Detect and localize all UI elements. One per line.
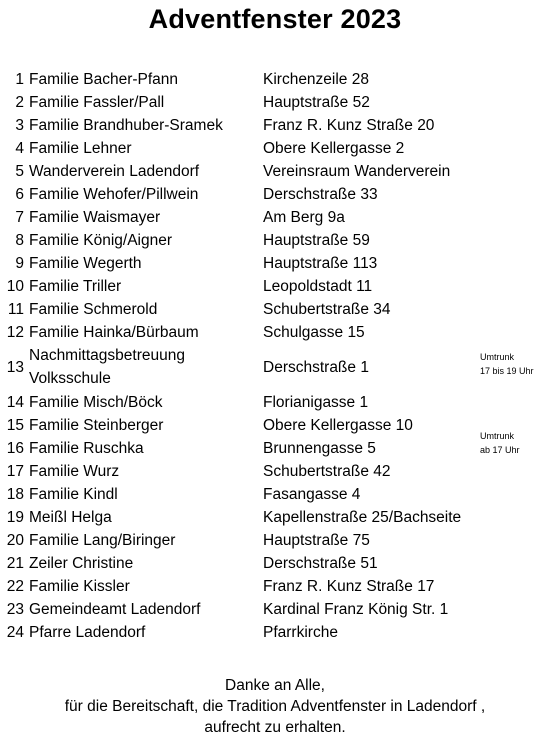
entry-number: 19	[6, 509, 24, 526]
list-item	[0, 483, 550, 506]
list-item	[0, 183, 550, 206]
host-name: Familie Wehofer/Pillwein	[29, 186, 199, 203]
host-name: Familie Lang/Biringer	[29, 532, 176, 549]
list-item	[0, 91, 550, 114]
host-name: Familie Brandhuber-Sramek	[29, 117, 223, 134]
entry-number: 10	[6, 278, 24, 295]
address: Vereinsraum Wanderverein	[263, 163, 451, 180]
address: Pfarrkirche	[263, 624, 338, 641]
host-name: Familie Fassler/Pall	[29, 94, 165, 111]
address: Leopoldstadt 11	[263, 278, 373, 295]
entry-number: 7	[15, 209, 24, 226]
list-item	[0, 414, 550, 437]
host-name	[29, 344, 185, 390]
list-item	[0, 598, 550, 621]
host-name: Familie Lehner	[29, 140, 132, 157]
list-item	[0, 431, 550, 460]
list-item	[0, 460, 550, 483]
event-note	[480, 429, 520, 457]
entry-number: 17	[6, 463, 24, 480]
entry-number: 5	[15, 163, 24, 180]
host-name: Familie Kindl	[29, 486, 118, 503]
footer-line: für die Bereitschaft, die Tradition Adventfenster in Ladendorf ,	[64, 698, 486, 715]
host-name-line: Nachmittagsbetreuung	[29, 347, 185, 364]
list-item	[0, 391, 550, 414]
event-note-line: 17 bis 19 Uhr	[480, 366, 534, 376]
host-name: Familie Bacher-Pfann	[29, 71, 179, 88]
footer-line: aufrecht zu erhalten.	[204, 719, 346, 736]
entry-number: 12	[6, 324, 24, 341]
host-name: Familie Steinberger	[29, 417, 164, 434]
event-note-line: Umtrunk	[480, 352, 515, 362]
entry-number: 16	[6, 440, 24, 457]
host-name: Familie Triller	[29, 278, 122, 295]
address: Derschstraße 51	[263, 555, 378, 572]
host-name: Zeiler Christine	[29, 555, 134, 572]
address: Brunnengasse 5	[263, 440, 376, 457]
host-name: Gemeindeamt Ladendorf	[29, 601, 201, 618]
host-name: Familie Waismayer	[29, 209, 161, 226]
entry-number: 6	[15, 186, 24, 203]
list-item	[0, 137, 550, 160]
address: Hauptstraße 59	[263, 232, 370, 249]
address: Kirchenzeile 28	[263, 71, 369, 88]
thank-you-note	[0, 675, 550, 738]
list-item	[0, 298, 550, 321]
entry-number: 14	[6, 394, 24, 411]
list-item	[0, 529, 550, 552]
address: Kapellenstraße 25/Bachseite	[263, 509, 462, 526]
list-item	[0, 160, 550, 183]
entry-number: 8	[15, 232, 24, 249]
address: Hauptstraße 113	[263, 255, 378, 272]
entry-number: 11	[7, 301, 24, 318]
host-name: Wanderverein Ladendorf	[29, 163, 200, 180]
host-name: Familie Schmerold	[29, 301, 158, 318]
entry-number: 3	[15, 117, 24, 134]
entry-number: 15	[6, 417, 24, 434]
address: Derschstraße 1	[263, 359, 369, 376]
host-name: Familie Hainka/Bürbaum	[29, 324, 199, 341]
entry-number: 2	[15, 94, 24, 111]
entry-number: 21	[6, 555, 24, 572]
address: Am Berg 9a	[263, 209, 345, 226]
entry-number: 9	[15, 255, 24, 272]
page-title: Adventfenster 2023	[148, 4, 402, 34]
list-item	[0, 114, 550, 137]
list-item	[0, 621, 550, 644]
entry-number: 23	[6, 601, 24, 618]
entry-number: 13	[6, 359, 24, 376]
host-name: Familie Misch/Böck	[29, 394, 163, 411]
entry-number: 24	[6, 624, 24, 641]
host-name-line: Volksschule	[29, 370, 111, 387]
list-item	[0, 321, 550, 344]
list-item	[0, 275, 550, 298]
host-name: Familie Wurz	[29, 463, 120, 480]
footer-line: Danke an Alle,	[225, 677, 325, 694]
list-item	[0, 206, 550, 229]
address: Franz R. Kunz Straße 17	[263, 578, 435, 595]
address: Schulgasse 15	[263, 324, 365, 341]
address: Fasangasse 4	[263, 486, 361, 503]
host-name: Familie Ruschka	[29, 440, 144, 457]
list-item	[0, 506, 550, 529]
advent-window-list	[0, 68, 550, 644]
list-item	[0, 344, 550, 391]
entry-number: 22	[6, 578, 24, 595]
address: Schubertstraße 42	[263, 463, 391, 480]
list-item	[0, 575, 550, 598]
address: Hauptstraße 75	[263, 532, 370, 549]
host-name: Meißl Helga	[29, 509, 112, 526]
host-name: Familie Kissler	[29, 578, 130, 595]
entry-number: 1	[15, 71, 24, 88]
list-item	[0, 252, 550, 275]
host-name: Familie König/Aigner	[29, 232, 173, 249]
entry-number: 20	[6, 532, 24, 549]
address: Schubertstraße 34	[263, 301, 391, 318]
list-item	[0, 229, 550, 252]
list-item	[0, 552, 550, 575]
entry-number: 4	[15, 140, 24, 157]
event-note-line: ab 17 Uhr	[480, 445, 520, 455]
event-note	[480, 350, 534, 378]
address: Florianigasse 1	[263, 394, 369, 411]
entry-number: 18	[6, 486, 24, 503]
address: Obere Kellergasse 10	[263, 417, 413, 434]
event-note-line: Umtrunk	[480, 431, 515, 441]
address: Hauptstraße 52	[263, 94, 370, 111]
address: Derschstraße 33	[263, 186, 378, 203]
host-name: Familie Wegerth	[29, 255, 142, 272]
address: Obere Kellergasse 2	[263, 140, 405, 157]
list-item	[0, 68, 550, 91]
address: Kardinal Franz König Str. 1	[263, 601, 449, 618]
host-name: Pfarre Ladendorf	[29, 624, 146, 641]
address: Franz R. Kunz Straße 20	[263, 117, 435, 134]
